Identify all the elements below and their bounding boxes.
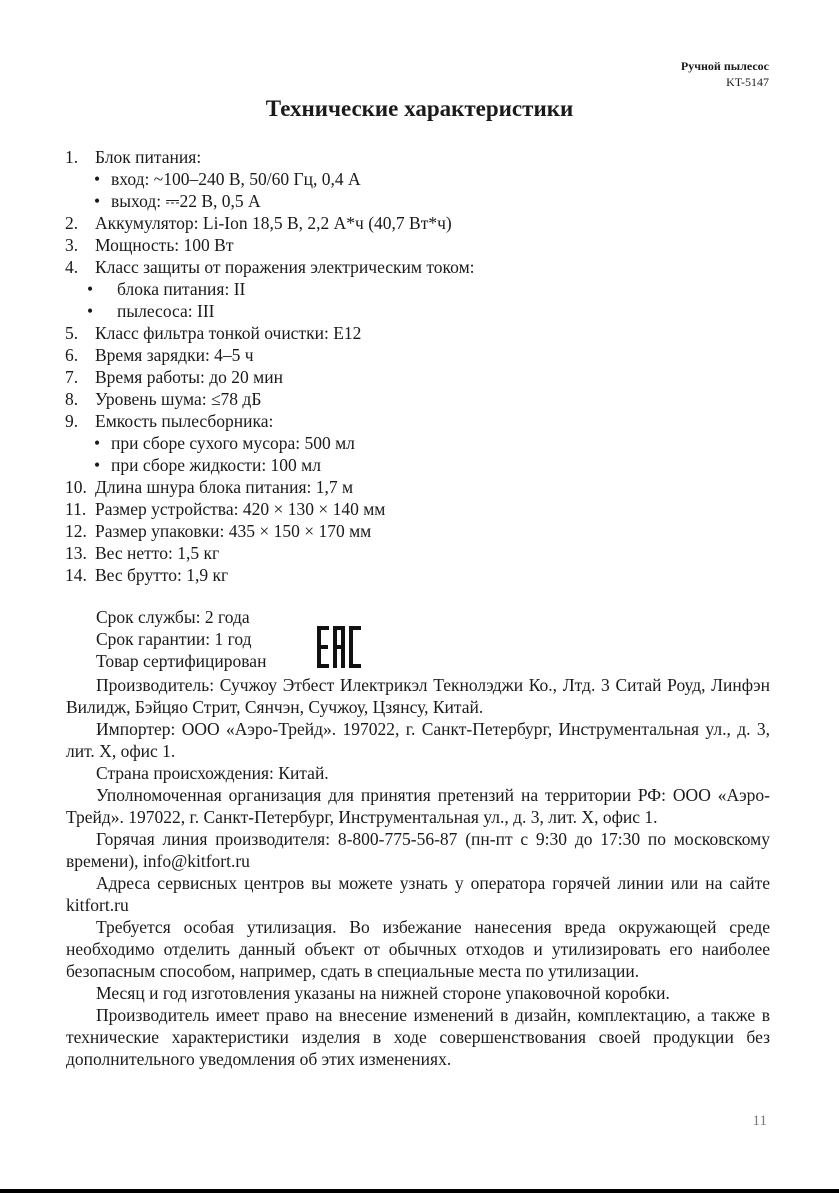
spec-item (65, 256, 775, 278)
service-life: Срок службы: 2 года (96, 607, 250, 627)
info-paragraph: Страна происхождения: Китай. (96, 763, 329, 783)
info-paragraph: Месяц и год изготовления указаны на нижней стороне упаковочной коробки. (96, 983, 670, 1003)
spec-number: 3. (65, 235, 79, 255)
info-paragraphs (66, 674, 770, 1070)
spec-subitem-text: выход: ⎓22 В, 0,5 А (111, 191, 261, 211)
spec-text: Время работы: до 20 мин (95, 367, 283, 387)
certified-text: Товар сертифицирован (96, 651, 267, 671)
spec-item (65, 366, 775, 388)
spec-subitem (65, 300, 775, 322)
spec-number: 6. (65, 345, 79, 365)
spec-subitem-text: при сборе жидкости: 100 мл (111, 455, 321, 475)
info-paragraph: Производитель: Сучжоу Этбест Илектрикэл Текнолэджи Ко., Лтд. 3 Ситай Роуд, Линфэн Вилидж, Бэйцяо Стрит, Сянчэн, Сучжоу, Цзянсу, Китай. (66, 675, 770, 717)
spec-item (65, 212, 775, 234)
bullet-icon: • (87, 301, 94, 321)
certification-block (96, 606, 266, 672)
spec-number: 12. (65, 521, 87, 541)
spec-number: 7. (65, 367, 79, 387)
spec-subitem-text: пылесоса: III (117, 301, 215, 321)
header-product: Ручной пылесос (680, 59, 769, 73)
spec-text: Размер упаковки: 435 × 150 × 170 мм (95, 521, 372, 541)
spec-number: 1. (65, 147, 79, 167)
spec-number: 4. (65, 257, 79, 277)
spec-text: Класс фильтра тонкой очистки: E12 (95, 323, 362, 343)
info-paragraph: Производитель имеет право на внесение изменений в дизайн, комплектацию, а также в технические характеристики изделия в ходе совершенствования своей продукции без дополнительного уведомления об этих изменениях. (66, 1005, 770, 1069)
info-paragraph: Требуется особая утилизация. Во избежание нанесения вреда окружающей среде необходимо отделить данный объект от обычных отходов и утилизировать его наиболее безопасным способом, например, сдать в специальные места по утилизации. (66, 917, 770, 981)
spec-item (65, 344, 775, 366)
spec-text: Блок питания: (95, 147, 202, 167)
spec-item (65, 388, 775, 410)
page-header (681, 58, 769, 90)
spec-subitem (65, 278, 775, 300)
info-paragraph: Адреса сервисных центров вы можете узнать у оператора горячей линии или на сайте kitfort.ru (66, 873, 770, 915)
spec-text: Мощность: 100 Вт (95, 235, 234, 255)
spec-number: 10. (65, 477, 87, 497)
spec-subitem (65, 432, 775, 454)
bullet-icon: • (87, 279, 94, 299)
spec-number: 9. (65, 411, 79, 431)
spec-subitem (65, 190, 775, 212)
spec-number: 2. (65, 213, 79, 233)
info-paragraph: Импортер: ООО «Аэро-Трейд». 197022, г. Санкт-Петербург, Инструментальная ул., д. 3, лит. Х, офис 1. (66, 719, 770, 761)
spec-text: Время зарядки: 4–5 ч (95, 345, 254, 365)
spec-number: 14. (65, 565, 87, 585)
page-title: Технические характеристики (265, 96, 574, 121)
bullet-icon: • (94, 169, 101, 189)
spec-item (65, 234, 775, 256)
spec-number: 5. (65, 323, 79, 343)
spec-text: Аккумулятор: Li-Ion 18,5 В, 2,2 А*ч (40,7 Вт*ч) (95, 213, 452, 233)
eac-mark-icon (317, 626, 361, 668)
spec-text: Вес нетто: 1,5 кг (95, 543, 220, 563)
spec-text: Уровень шума: ≤78 дБ (95, 389, 262, 409)
spec-subitem-text: при сборе сухого мусора: 500 мл (111, 433, 355, 453)
spec-item (65, 520, 775, 542)
spec-item (65, 542, 775, 564)
spec-item (65, 498, 775, 520)
spec-number: 8. (65, 389, 79, 409)
info-paragraph: Уполномоченная организация для принятия претензий на территории РФ: ООО «Аэро-Трейд». 197022, г. Санкт-Петербург, Инструментальная ул., д. 3, лит. Х, офис 1. (66, 785, 770, 827)
bullet-icon: • (94, 191, 101, 211)
spec-item (65, 146, 775, 168)
spec-subitem (65, 168, 775, 190)
bullet-icon: • (94, 433, 101, 453)
spec-item (65, 476, 775, 498)
spec-text: Размер устройства: 420 × 130 × 140 мм (95, 499, 386, 519)
bottom-divider (0, 1189, 839, 1193)
spec-item (65, 322, 775, 344)
spec-item (65, 410, 775, 432)
spec-number: 13. (65, 543, 87, 563)
spec-text: Емкость пылесборника: (95, 411, 274, 431)
header-model: KT-5147 (726, 75, 769, 89)
spec-item (65, 564, 775, 586)
spec-subitem (65, 454, 775, 476)
spec-subitem-text: вход: ~100–240 В, 50/60 Гц, 0,4 А (111, 169, 361, 189)
spec-text: Длина шнура блока питания: 1,7 м (95, 477, 354, 497)
bullet-icon: • (94, 455, 101, 475)
specs-list (65, 146, 775, 586)
spec-text: Вес брутто: 1,9 кг (95, 565, 229, 585)
warranty: Срок гарантии: 1 год (96, 629, 252, 649)
spec-number: 11. (65, 499, 87, 519)
info-paragraph: Горячая линия производителя: 8-800-775-56-87 (пн-пт с 9:30 до 17:30 по московскому времени), info@kitfort.ru (66, 829, 770, 871)
page-number: 11 (752, 1113, 767, 1129)
spec-text: Класс защиты от поражения электрическим током: (95, 257, 475, 277)
spec-subitem-text: блока питания: II (117, 279, 246, 299)
